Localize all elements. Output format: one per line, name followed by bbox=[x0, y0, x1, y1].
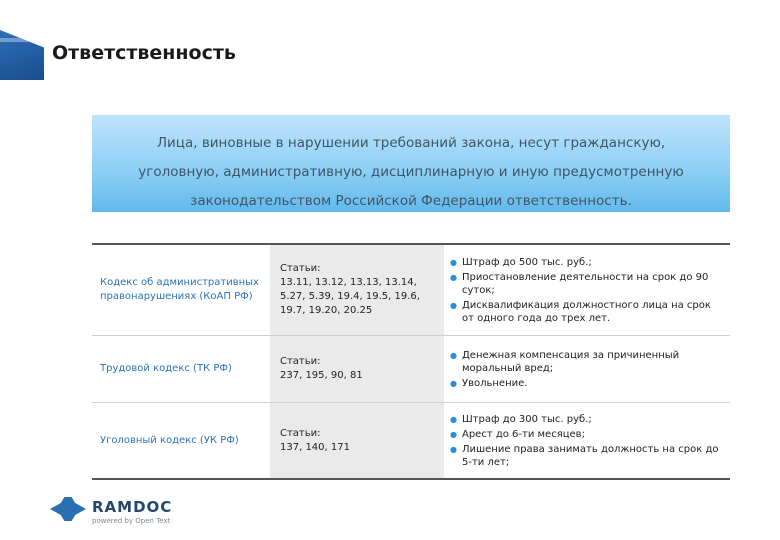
bullet-dot-icon: ● bbox=[450, 350, 457, 360]
articles-label: Статьи: bbox=[280, 427, 321, 439]
penalty-text: Увольнение. bbox=[461, 377, 528, 389]
list-item bbox=[450, 349, 724, 375]
logo-name: RAMDOC bbox=[92, 498, 173, 516]
list-item bbox=[450, 377, 724, 390]
articles-cell bbox=[270, 245, 444, 335]
list-item bbox=[450, 413, 724, 426]
articles-label: Статьи: bbox=[280, 356, 321, 367]
bullet-dot-icon: ● bbox=[450, 272, 457, 282]
bullet-dot-icon: ● bbox=[450, 257, 457, 267]
penalty-text: Арест до 6-ти месяцев; bbox=[461, 428, 585, 440]
code-name: Уголовный кодекс (УК РФ) bbox=[100, 434, 239, 446]
bullet-dot-icon: ● bbox=[450, 300, 457, 310]
penalties-cell bbox=[444, 336, 730, 402]
penalty-text: Дисквалификация должностного лица на срок от одного года до трех лет. bbox=[461, 299, 711, 324]
list-item bbox=[450, 443, 724, 469]
header-accent-bar bbox=[0, 30, 44, 80]
articles-label: Статьи: bbox=[280, 263, 321, 274]
bullet-dot-icon: ● bbox=[450, 378, 457, 388]
penalties-cell bbox=[444, 403, 730, 478]
penalty-text: Денежная компенсация за причиненный моральный вред; bbox=[461, 349, 680, 374]
penalty-text: Штраф до 300 тыс. руб.; bbox=[461, 413, 592, 425]
list-item bbox=[450, 428, 724, 441]
table-row bbox=[92, 336, 730, 403]
page-title: Ответственность bbox=[52, 42, 236, 64]
code-name: Кодекс об административных правонарушениях (КоАП РФ) bbox=[100, 277, 259, 302]
penalty-text: Штраф до 500 тыс. руб.; bbox=[461, 256, 592, 268]
articles-list: 237, 195, 90, 81 bbox=[280, 370, 363, 381]
articles-list: 13.11, 13.12, 13.13, 13.14, 5.27, 5.39, 19.4, 19.5, 19.6, 19.7, 19.20, 20.25 bbox=[280, 277, 420, 316]
bullet-dot-icon: ● bbox=[450, 414, 457, 424]
table-row bbox=[92, 403, 730, 478]
company-logo bbox=[46, 494, 226, 534]
articles-list: 137, 140, 171 bbox=[280, 441, 350, 453]
bullet-dot-icon: ● bbox=[450, 429, 457, 439]
ramdoc-logo-icon bbox=[50, 497, 86, 521]
liability-table bbox=[92, 243, 730, 480]
list-item bbox=[450, 271, 724, 297]
table-row bbox=[92, 245, 730, 336]
list-item bbox=[450, 256, 724, 269]
logo-tagline: powered by Open Text bbox=[92, 517, 171, 525]
intro-box: Лица, виновные в нарушении требований закона, несут гражданскую, уголовную, административную, дисциплинарную и иную предусмотренную законодательством Российской Федерации ответственность. bbox=[92, 115, 730, 212]
list-item bbox=[450, 299, 724, 325]
penalties-cell bbox=[444, 245, 730, 335]
penalty-text: Лишение права занимать должность на срок до 5-ти лет; bbox=[461, 443, 719, 468]
articles-cell bbox=[270, 403, 444, 478]
bullet-dot-icon: ● bbox=[450, 444, 457, 454]
articles-cell bbox=[270, 336, 444, 402]
penalty-text: Приостановление деятельности на срок до 90 суток; bbox=[461, 271, 709, 296]
code-name: Трудовой кодекс (ТК РФ) bbox=[100, 363, 232, 374]
